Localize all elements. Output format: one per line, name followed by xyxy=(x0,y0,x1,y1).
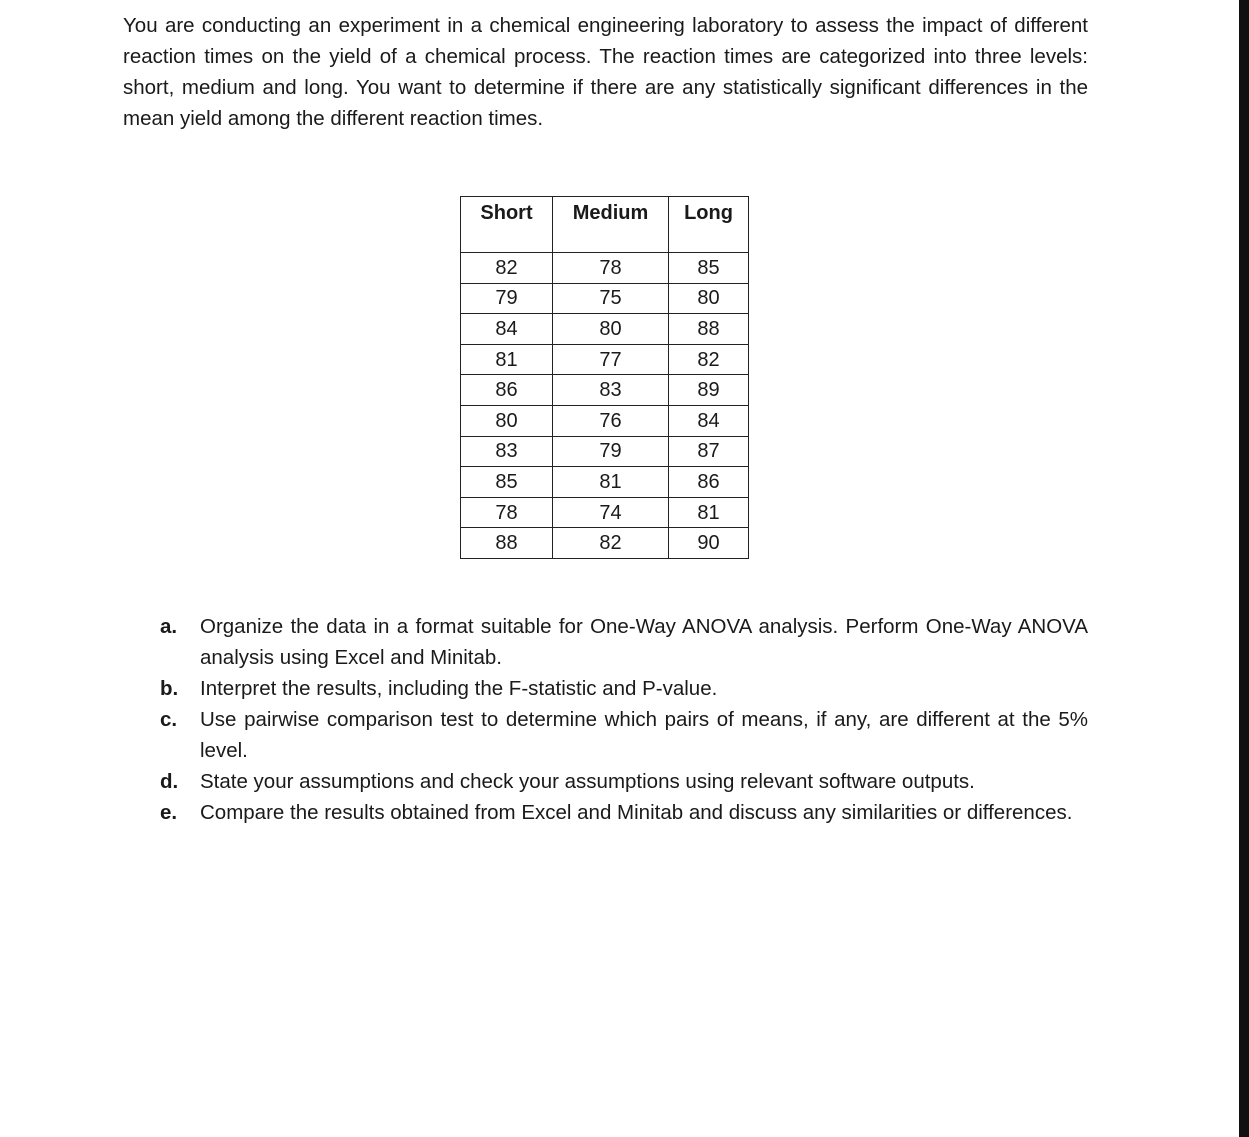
cell-long: 88 xyxy=(669,314,749,345)
table-row xyxy=(461,283,749,314)
cell-short: 84 xyxy=(461,314,553,345)
question-list xyxy=(160,611,1088,828)
table-row xyxy=(461,467,749,498)
header-long: Long xyxy=(669,197,749,253)
table-row xyxy=(461,405,749,436)
table-row xyxy=(461,497,749,528)
cell-long: 81 xyxy=(669,497,749,528)
cell-medium: 77 xyxy=(553,344,669,375)
page-edge-shadow xyxy=(1239,0,1249,1137)
question-item-b xyxy=(160,673,1088,704)
cell-short: 80 xyxy=(461,405,553,436)
cell-short: 81 xyxy=(461,344,553,375)
cell-medium: 82 xyxy=(553,528,669,559)
cell-long: 80 xyxy=(669,283,749,314)
table-header-row xyxy=(461,197,749,253)
table-row xyxy=(461,344,749,375)
cell-medium: 80 xyxy=(553,314,669,345)
reaction-time-yield-table xyxy=(460,196,749,559)
cell-medium: 81 xyxy=(553,467,669,498)
table-row xyxy=(461,436,749,467)
cell-medium: 78 xyxy=(553,253,669,284)
question-item-a xyxy=(160,611,1088,673)
cell-long: 82 xyxy=(669,344,749,375)
question-text: State your assumptions and check your assumptions using relevant software outputs. xyxy=(200,770,975,793)
question-letter: d. xyxy=(160,770,179,793)
cell-short: 79 xyxy=(461,283,553,314)
question-text: Interpret the results, including the F-statistic and P-value. xyxy=(200,677,718,700)
question-text: Organize the data in a format suitable for One-Way ANOVA analysis. Perform One-Way ANOVA analysis using Excel and Minitab. xyxy=(200,615,1088,669)
cell-long: 85 xyxy=(669,253,749,284)
cell-medium: 76 xyxy=(553,405,669,436)
question-letter: a. xyxy=(160,615,178,638)
table-row xyxy=(461,253,749,284)
question-text: Use pairwise comparison test to determine which pairs of means, if any, are different at the 5% level. xyxy=(200,708,1088,762)
question-item-d xyxy=(160,766,1088,797)
cell-long: 86 xyxy=(669,467,749,498)
header-short: Short xyxy=(461,197,553,253)
table-row xyxy=(461,528,749,559)
cell-short: 85 xyxy=(461,467,553,498)
header-medium: Medium xyxy=(553,197,669,253)
table-row xyxy=(461,314,749,345)
cell-short: 82 xyxy=(461,253,553,284)
cell-medium: 75 xyxy=(553,283,669,314)
cell-short: 83 xyxy=(461,436,553,467)
cell-medium: 83 xyxy=(553,375,669,406)
table-row xyxy=(461,375,749,406)
cell-long: 89 xyxy=(669,375,749,406)
cell-short: 78 xyxy=(461,497,553,528)
cell-long: 90 xyxy=(669,528,749,559)
question-letter: c. xyxy=(160,708,178,731)
question-text: Compare the results obtained from Excel and Minitab and discuss any similarities or differences. xyxy=(200,801,1073,824)
cell-short: 86 xyxy=(461,375,553,406)
cell-medium: 79 xyxy=(553,436,669,467)
question-letter: b. xyxy=(160,677,179,700)
cell-long: 84 xyxy=(669,405,749,436)
question-letter: e. xyxy=(160,801,178,824)
cell-short: 88 xyxy=(461,528,553,559)
question-item-e xyxy=(160,797,1088,828)
question-item-c xyxy=(160,704,1088,766)
intro-paragraph: You are conducting an experiment in a chemical engineering laboratory to assess the impact of different reaction times on the yield of a chemical process. The reaction times are categorized into three levels: short, medium and long. You want to determine if there are any statistically significant differences in the mean yield among the different reaction times. xyxy=(123,14,1088,130)
cell-long: 87 xyxy=(669,436,749,467)
cell-medium: 74 xyxy=(553,497,669,528)
